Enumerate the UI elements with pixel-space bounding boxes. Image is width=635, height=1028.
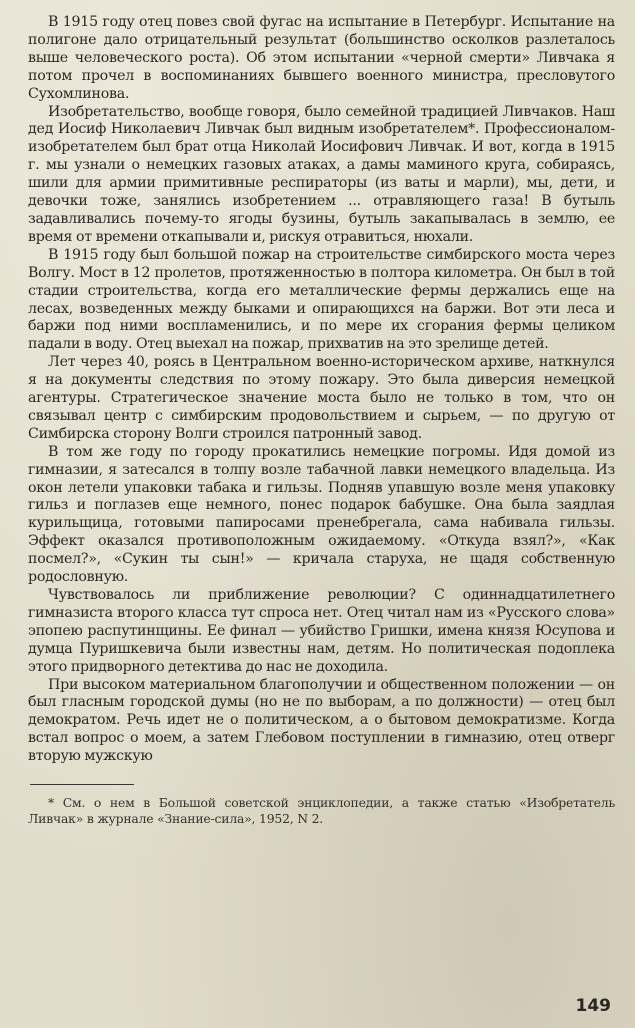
paragraph-7: При высоком материальном благополучии и общественном положении — он был гласным городской думы (но не по выборам, а по должности) — отец был демократом. Речь идет не о политическом, а о бытовом демократизме. Когда встал вопрос о моем, а затем Глебовом поступлении в гимназию, отец отверг вторую мужскую (28, 676, 615, 765)
paragraph-6: Чувствовалось ли приближение революции? С одиннадцатилетнего гимназиста второго класса тут спроса нет. Отец читал нам из «Русского слова» эпопею распутинщины. Ее финал — убийство Гришки, имена князя Юсупова и думца Пуришкевича были известны нам, детям. Но политическая подоплека этого придворного детектива до нас не доходила. (28, 587, 615, 675)
page-number: 149 (575, 996, 611, 1016)
footnote-divider (30, 784, 134, 785)
paragraph-4: Лет через 40, роясь в Центральном военно-историческом архиве, наткнулся я на документы следствия по этому пожару. Это была диверсия немецкой агентуры. Стратегическое значение моста было не только в том, что он связывал центр с симбирским продовольствием и сырьем, — по другую от Симбирска сторону Волги строился патронный завод. (28, 354, 615, 442)
paragraph-5: В том же году по городу прокатились немецкие погромы. Идя домой из гимназии, я затесался в толпу возле табачной лавки немецкого владельца. Из окон летели упаковки табака и гильзы. Подняв упавшую возле меня упаковку гильз и поглазев еще немного, понес подарок бабушке. Она была заядлая курильщица, готовыми папиросами пренебрегала, сама набивала гильзы. Эффект оказался противоположным ожидаемому. «Откуда взял?», «Как посмел?», «Сукин ты сын!» — кричала старуха, не щадя собственную родословную. (28, 443, 615, 586)
paragraph-2: Изобретательство, вообще говоря, было семейной традицией Ливчаков. Наш дед Иосиф Николаевич Ливчак был видным изобретателем*. Профессионалом-изобретателем был брат отца Николай Иосифович Ливчак. И вот, когда в 1915 г. мы узнали о немецких газовых атаках, а дамы маминого круга, собираясь, шили для армии примитивные респираторы (из ваты и марли), мы, дети, и девочки тоже, занялись изобретением ... отравляющего газа! В бутыль задавливались почему-то ягоды бузины, бутыль закапывалась в землю, ее время от времени откапывали и, рискуя отравиться, нюхали. (28, 103, 615, 245)
footnote: * См. о нем в Большой советской энциклопедии, а также статью «Изобретатель Ливчак» в журнале «Знание-сила», 1952, N 2. (28, 795, 615, 827)
paragraph-3: В 1915 году был большой пожар на строительстве симбирского моста через Волгу. Мост в 12 пролетов, протяженностью в полтора километра. Он был в той стадии строительства, когда его металлические фермы держались еще на лесах, возведенных между быками и опирающихся на баржи. Вот эти леса и баржи под ними воспламенились, и по мере их сгорания фермы целиком падали в воду. Отец выехал на пожар, прихватив на это зрелище детей. (28, 246, 615, 353)
body-text (28, 14, 615, 827)
paragraph-1: В 1915 году отец повез свой фугас на испытание в Петербург. Испытание на полигоне дало отрицательный результат (большинство осколков разлеталось выше человеческого роста). Об этом испытании «черной смерти» Ливчака я потом прочел в воспоминаниях бывшего военного министра, пресловутого Сухомлинова. (28, 14, 615, 102)
